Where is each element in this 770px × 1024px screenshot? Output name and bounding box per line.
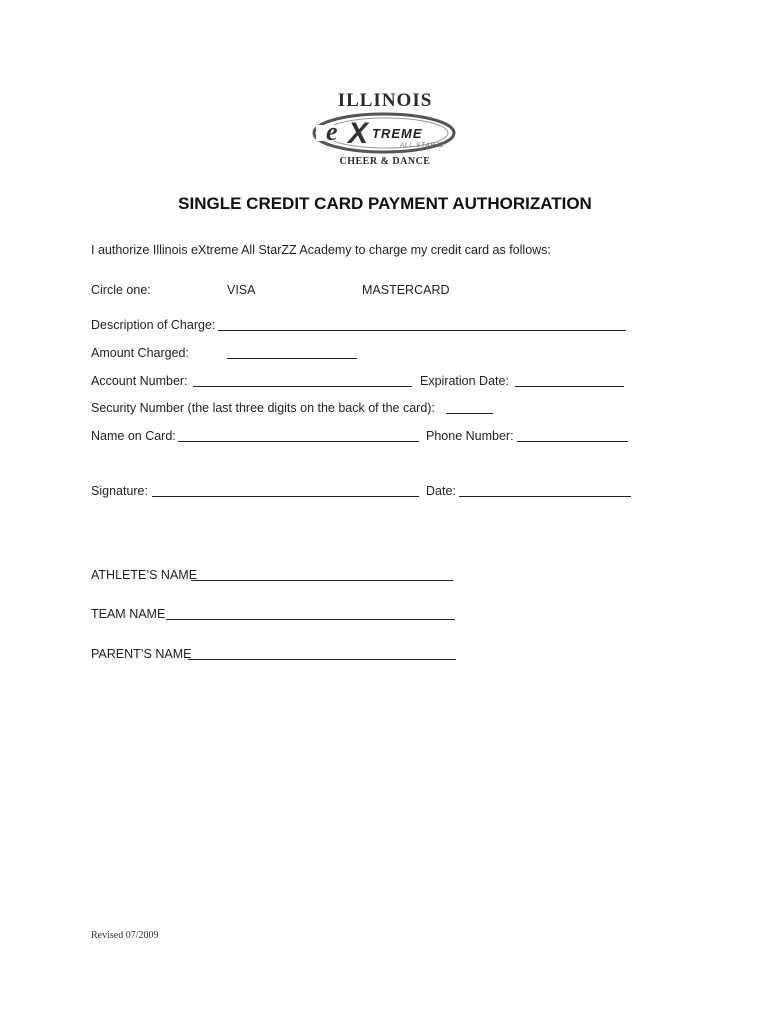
parent-name-field[interactable]	[188, 659, 456, 660]
signature-label: Signature:	[91, 484, 148, 498]
mastercard-option[interactable]: MASTERCARD	[362, 283, 450, 297]
athlete-name-label: ATHLETE’S NAME	[91, 568, 198, 582]
visa-option[interactable]: VISA	[227, 283, 256, 297]
description-label: Description of Charge:	[91, 318, 216, 332]
team-name-field[interactable]	[166, 619, 455, 620]
circle-one-label: Circle one:	[91, 283, 151, 297]
date-label: Date:	[426, 484, 456, 498]
logo-top-text: ILLINOIS	[337, 90, 433, 111]
date-field[interactable]	[459, 496, 631, 497]
athlete-name-field[interactable]	[191, 580, 453, 581]
team-name-label: TEAM NAME	[91, 607, 166, 621]
expiration-field[interactable]	[515, 386, 624, 387]
name-on-card-label: Name on Card:	[91, 429, 176, 443]
account-number-field[interactable]	[193, 386, 412, 387]
amount-field[interactable]	[227, 358, 357, 359]
expiration-label: Expiration Date:	[420, 374, 509, 388]
svg-text:X: X	[348, 117, 369, 150]
extreme-logo-icon	[312, 111, 458, 155]
svg-text:ALL STARZZ: ALL STARZZ	[400, 143, 446, 149]
amount-label: Amount Charged:	[91, 346, 189, 360]
security-field[interactable]	[446, 413, 493, 414]
phone-label: Phone Number:	[426, 429, 514, 443]
svg-text:e: e	[326, 117, 338, 146]
revised-date: Revised 07/2009	[91, 930, 159, 941]
logo-bottom-text: CHEER & DANCE	[339, 156, 431, 167]
description-field[interactable]	[218, 330, 626, 331]
page-title: SINGLE CREDIT CARD PAYMENT AUTHORIZATION	[178, 194, 592, 213]
security-label: Security Number (the last three digits on the back of the card):	[91, 401, 435, 415]
phone-field[interactable]	[517, 441, 628, 442]
parent-name-label: PARENT’S NAME	[91, 647, 192, 661]
account-number-label: Account Number:	[91, 374, 188, 388]
signature-field[interactable]	[152, 496, 419, 497]
intro-text: I authorize Illinois eXtreme All StarZZ Academy to charge my credit card as follows:	[91, 243, 551, 257]
name-on-card-field[interactable]	[178, 441, 419, 442]
svg-text:TREME: TREME	[372, 126, 423, 141]
